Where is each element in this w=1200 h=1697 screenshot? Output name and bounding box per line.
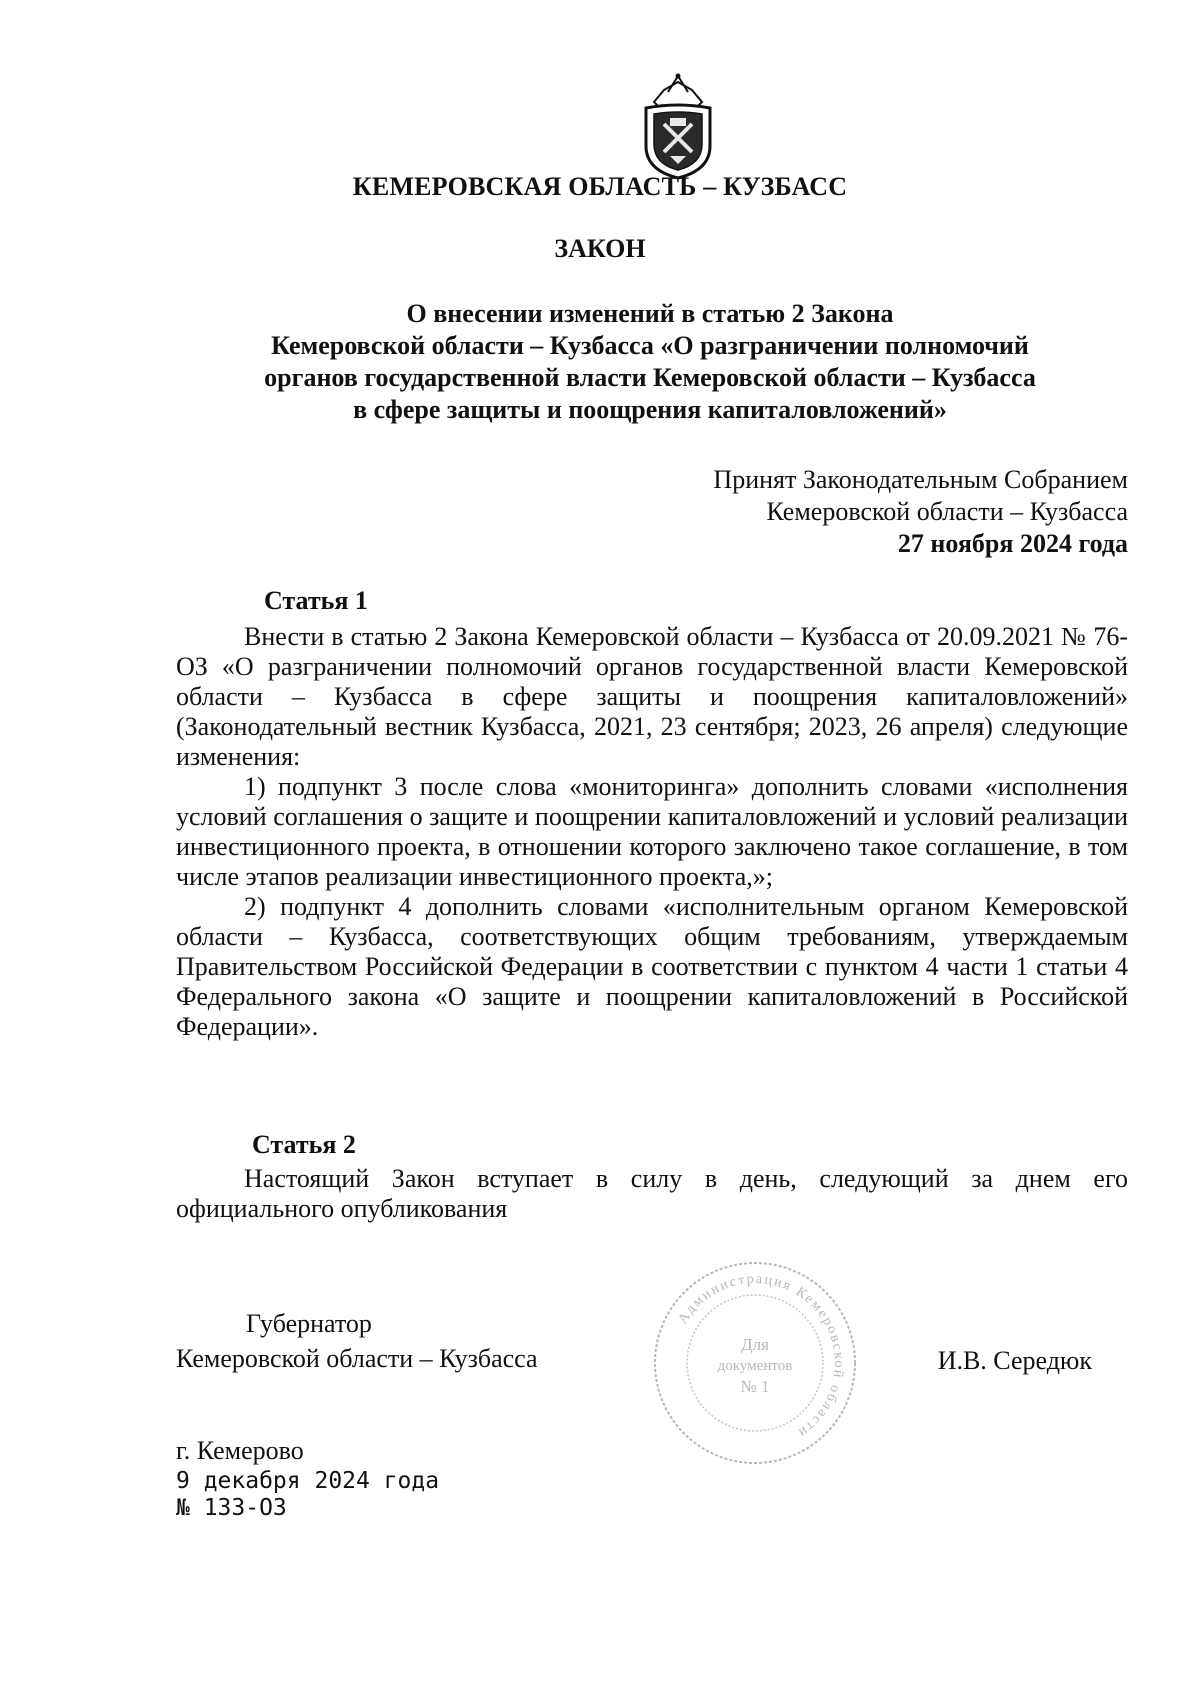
seal-center-line: № 1	[740, 1377, 770, 1396]
law-number: № 133-ОЗ	[176, 1495, 287, 1521]
article-1-item-1: 1) подпункт 3 после слова «мониторинга» дополнить словами «исполнения условий соглашения о защите и поощрении капиталовложений и условий реализации инвестиционного проекта, в отношении которого заключено такое соглашение, в том числе этапов реализации инвестиционного проекта,»;	[176, 772, 1128, 891]
registration-stamp	[176, 1468, 439, 1522]
svg-text:Администрация Кемеровской обла	[675, 1272, 846, 1441]
signatory-title: Губернатор	[246, 1309, 372, 1338]
adoption-line: Кемеровской области – Кузбасса	[766, 497, 1128, 526]
article-2-text: Настоящий Закон вступает в силу в день, следующий за днем его официального опубликования	[176, 1164, 1128, 1223]
adoption-line: Принят Законодательным Собранием	[713, 465, 1128, 494]
law-title-line: органов государственной власти Кемеровской области – Кузбасса	[264, 363, 1036, 392]
law-title-line: О внесении изменений в статью 2 Закона	[406, 299, 894, 328]
signing-date: 9 декабря 2024 года	[176, 1468, 440, 1494]
seal-center-line: Для	[741, 1335, 769, 1354]
signatory-name: И.В. Середюк	[937, 1346, 1092, 1375]
signatory-position	[176, 1306, 538, 1376]
official-seal	[650, 1258, 860, 1468]
article-2-heading: Статья 2	[252, 1130, 356, 1159]
article-1-item-2: 2) подпункт 4 дополнить словами «исполнительным органом Кемеровской области – Кузбасса, соответствующих общим требованиям, утверждаемым Правительством Российской Федерации в соответствии с пунктом 4 части 1 статьи 4 Федерального закона «О защите и поощрении капиталовложений в Российской Федерации».	[176, 892, 1128, 1041]
adoption-date: 27 ноября 2024 года	[897, 529, 1128, 558]
article-1-heading: Статья 1	[264, 586, 368, 615]
adoption-block	[713, 464, 1128, 560]
signing-place: г. Кемерово	[176, 1436, 304, 1465]
article-1-body	[176, 622, 1128, 1042]
law-title-line: Кемеровской области – Кузбасса «О разграничении полномочий	[271, 331, 1029, 360]
law-title	[200, 298, 1100, 426]
seal-center-line: документов	[717, 1358, 793, 1374]
coat-of-arms-emblem	[640, 72, 716, 180]
region-name: КЕМЕРОВСКАЯ ОБЛАСТЬ – КУЗБАСС	[352, 172, 848, 201]
signatory-region: Кемеровской области – Кузбасса	[176, 1344, 538, 1373]
article-2-body	[176, 1164, 1128, 1224]
article-1-intro: Внести в статью 2 Закона Кемеровской области – Кузбасса от 20.09.2021 № 76-ОЗ «О разграничении полномочий органов государственной власти Кемеровской области – Кузбасса в сфере защиты и поощрения капиталовложений» (Законодательный вестник Кузбасса, 2021, 23 сентября; 2023, 26 апреля) следующие изменения:	[176, 622, 1128, 771]
law-title-line: в сфере защиты и поощрения капиталовложений»	[353, 395, 947, 424]
seal-ring-text: Администрация Кемеровской области	[675, 1271, 847, 1441]
document-type: ЗАКОН	[554, 234, 646, 263]
